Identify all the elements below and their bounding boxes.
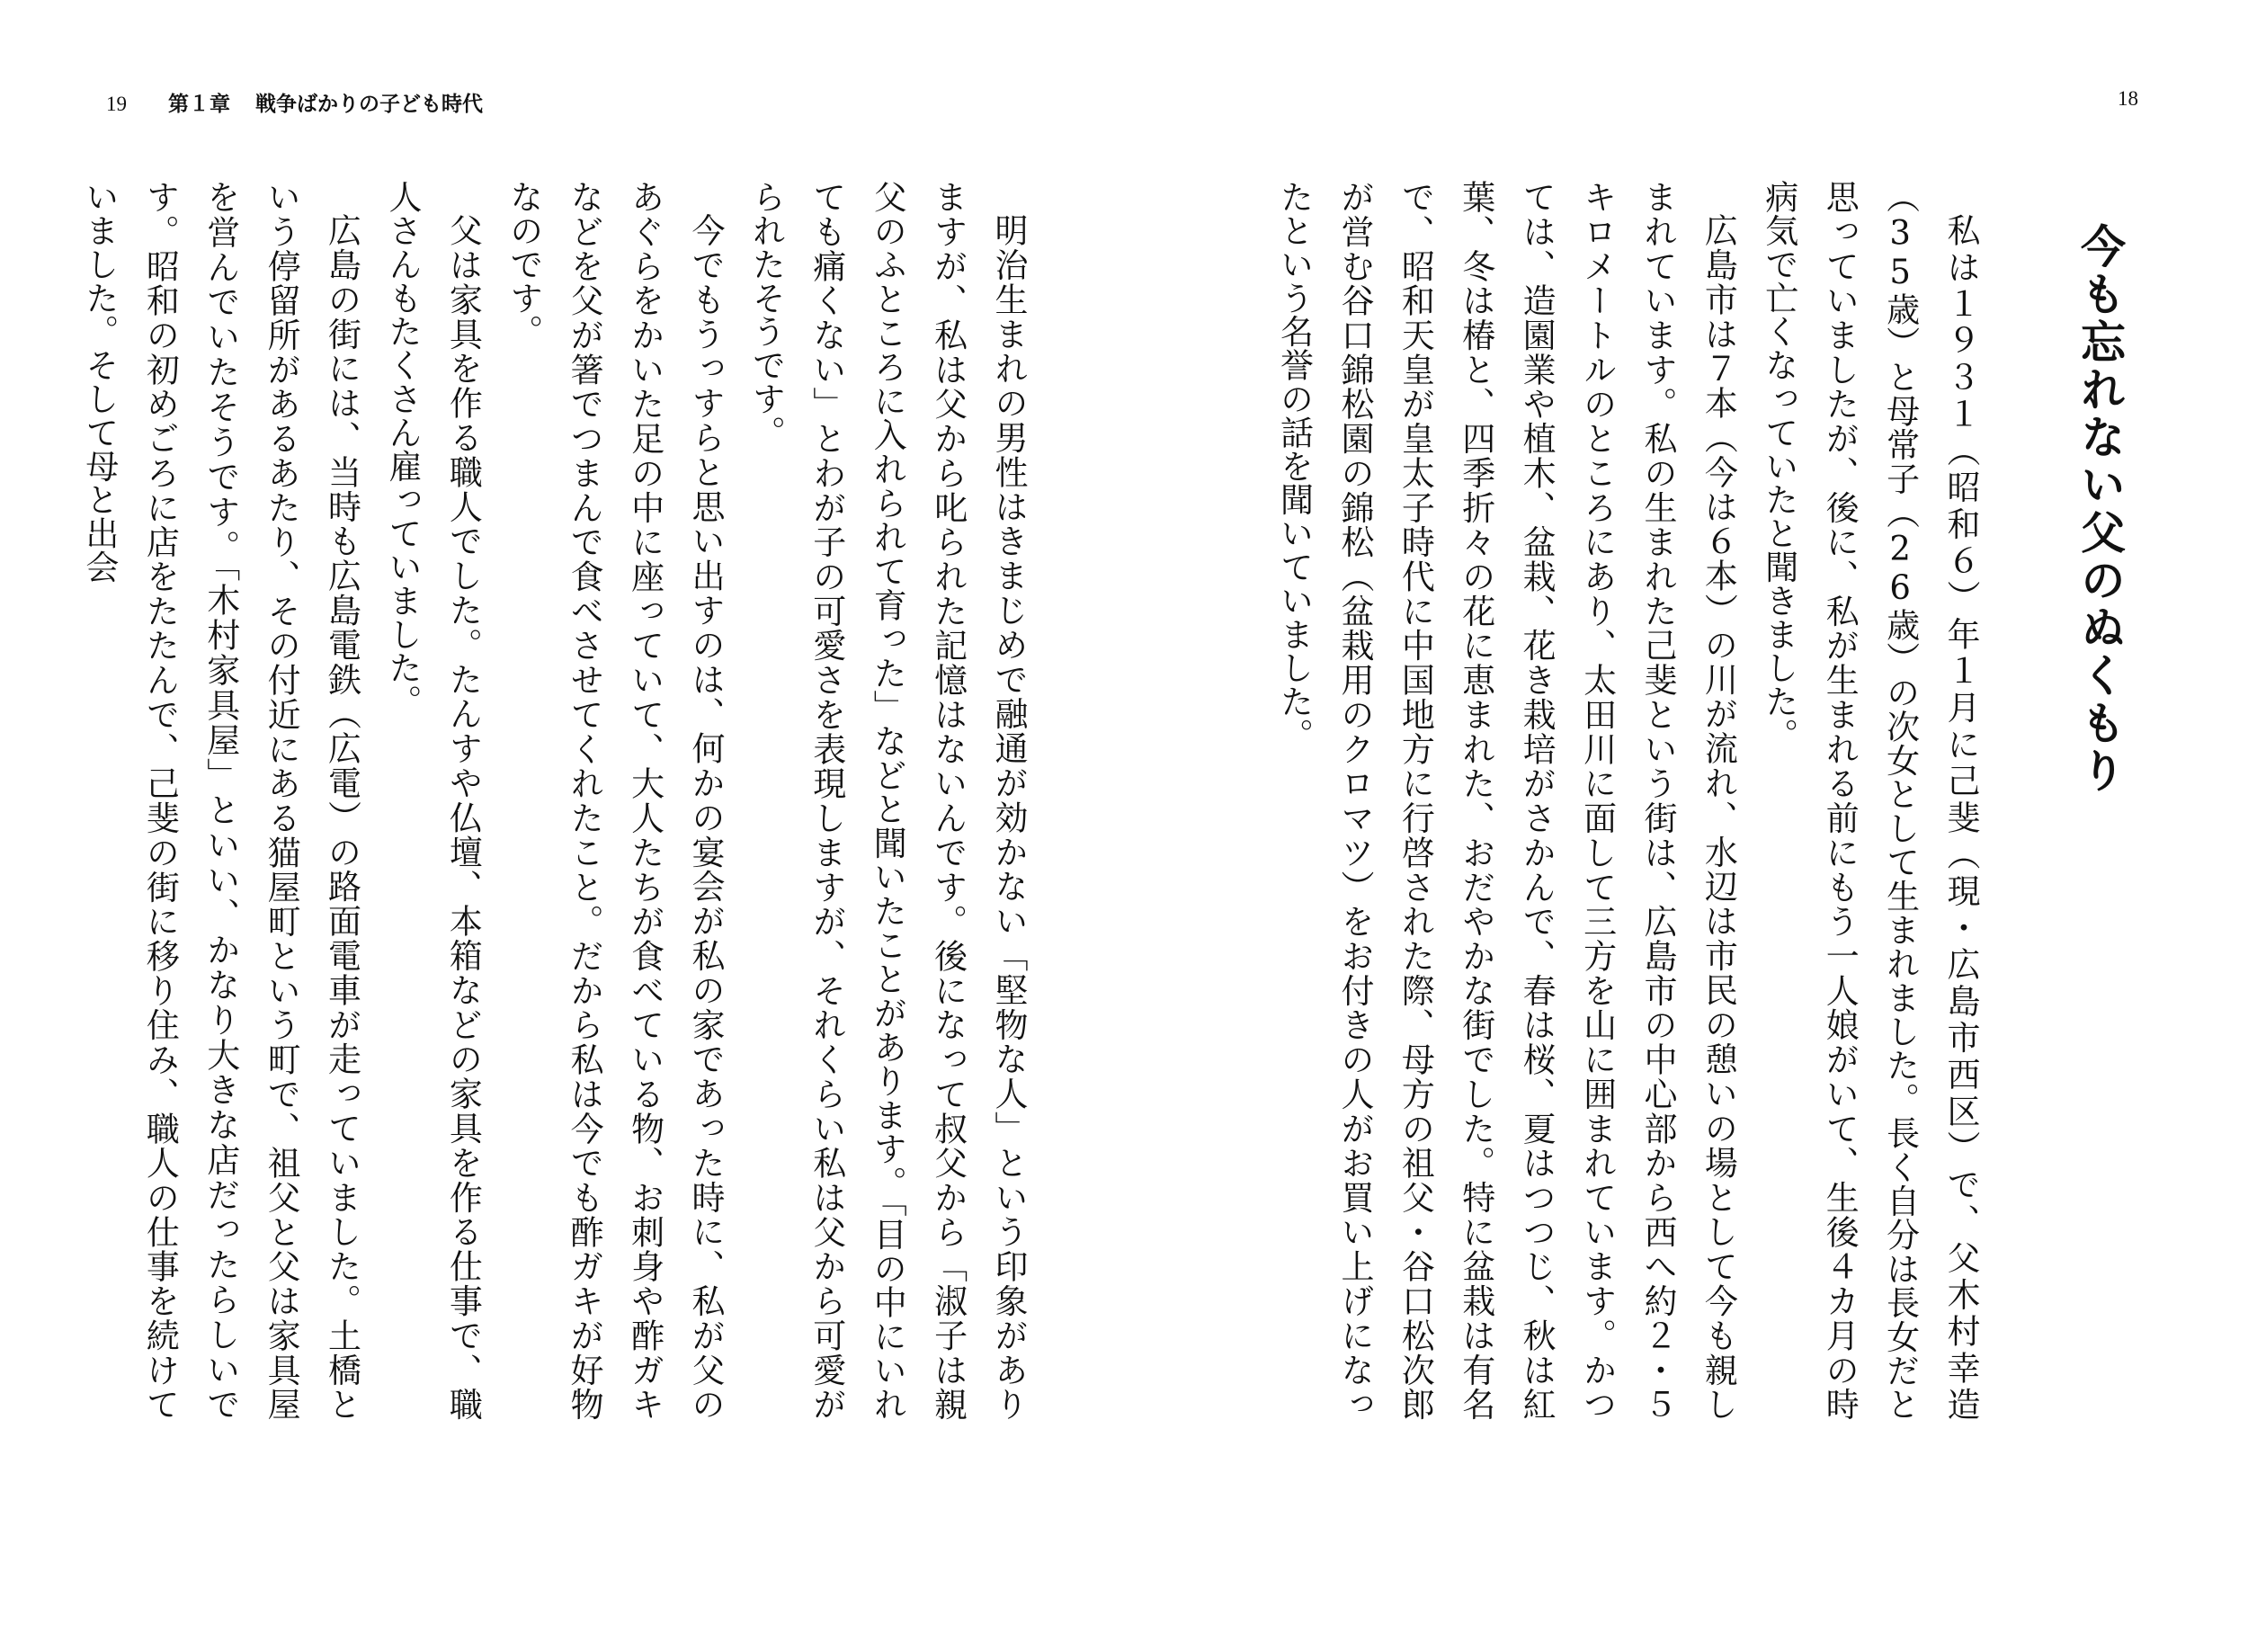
paragraph: 明治生まれの男性はきまじめで融通が効かない「堅物な人」という印象がありますが、私は父から叱られた記憶はないんです。後になって叔父から「淑子は親父のふところに入れられて育った」などと聞いたことがあります。「目の中にいれても痛くない」とわが子の可愛さを表現しますが、それくらい私は父から可愛がられたそうです。	[746, 180, 1028, 1421]
running-header-left	[106, 87, 483, 117]
paragraph: 父は家具を作る職人でした。たんすや仏壇、本箱などの家具を作る仕事で、職人さんもたくさん雇っていました。	[382, 180, 483, 1421]
page-number-left: 19	[106, 93, 127, 115]
paragraph: 今でもうっすらと思い出すのは、何かの宴会が私の家であった時に、私が父のあぐらをかいた足の中に座っていて、大人たちが食べている物、お刺身や酢ガキなどを父が箸でつまんで食べさせてくれたこと。だから私は今でも酢ガキが好物なのです。	[504, 180, 725, 1421]
page-number-right: 18	[2118, 87, 2138, 110]
paragraph: 広島の街には、当時も広島電鉄（広電）の路面電車が走っていました。土橋という停留所があるあたり、その付近にある猫屋町という町で、祖父と父は家具屋を営んでいたそうです。「木村家具屋」といい、かなり大きな店だったらしいです。昭和の初めごろに店をたたんで、己斐の街に移り住み、職人の仕事を続けていました。そして母と出会	[79, 180, 361, 1421]
section-title: 今も忘れない父のぬくもり	[2074, 223, 2126, 795]
right-page-body	[1142, 180, 2131, 1421]
paragraph: 広島市は７本（今は６本）の川が流れ、水辺は市民の憩いの場として今も親しまれています。私の生まれた己斐という街は、広島市の中心部から西へ約２・５キロメートルのところにあり、太田川に面して三方を山に囲まれています。かつては、造園業や植木、盆栽、花き栽培がさかんで、春は桜、夏はつつじ、秋は紅葉、冬は椿と、四季折々の花に恵まれた、おだやかな街でした。特に盆栽は有名で、昭和天皇が皇太子時代に中国地方に行啓された際、母方の祖父・谷口松次郎が営む谷口錦松園の錦松（盆栽用のクロマツ）をお付きの人がお買い上げになったという名誉の話を聞いていました。	[1274, 180, 1738, 1421]
chapter-title: 戦争ばかりの子ども時代	[255, 93, 483, 116]
left-page-body	[79, 180, 1039, 1421]
paragraph: 私は１９３１（昭和６）年１月に己斐（現・広島市西区）で、父木村幸造（35歳）と母常子（26歳）の次女として生まれました。長く自分は長女だと思っていましたが、後に、私が生まれる前にもう一人娘がいて、生後４カ月の時病気で亡くなっていたと聞きました。	[1759, 180, 1980, 1421]
chapter-label: 第１章	[168, 93, 230, 116]
